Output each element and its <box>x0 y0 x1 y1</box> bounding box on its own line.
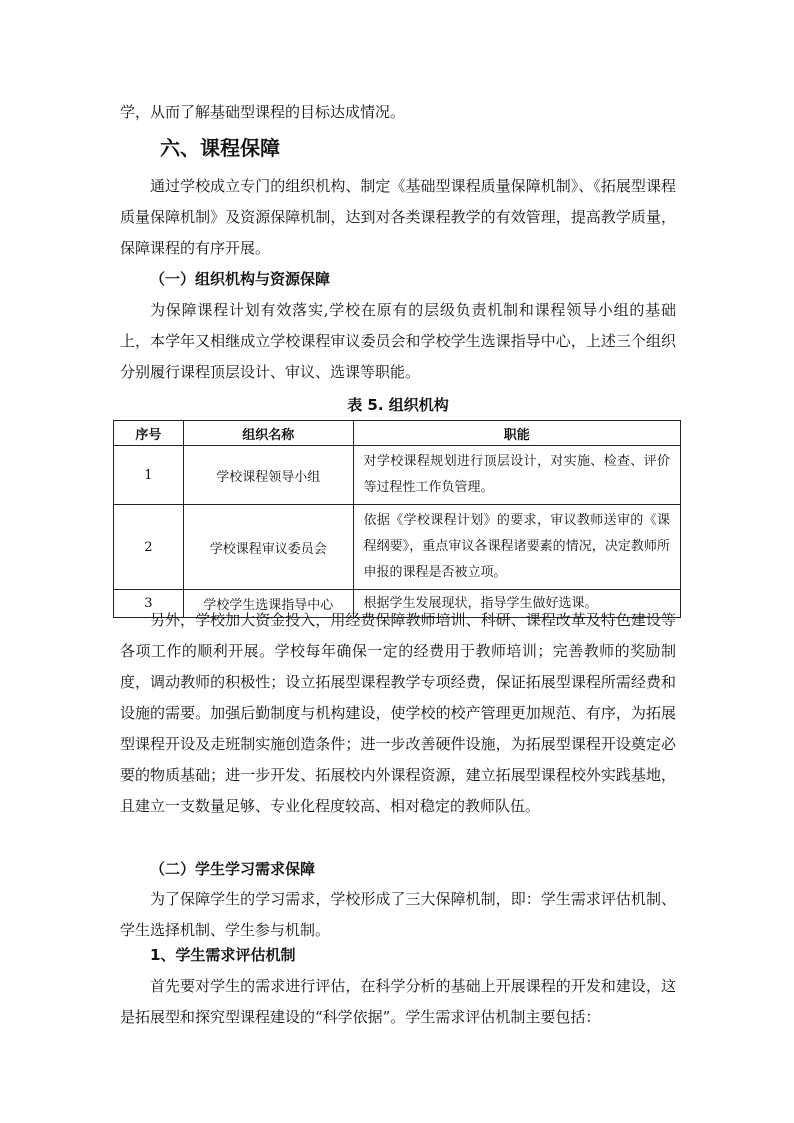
cell-name: 学校课程领导小组 <box>183 446 353 505</box>
item-heading-1: 1、学生需求评估机制 <box>150 946 296 964</box>
subsection-heading-1: （一）组织机构与资源保障 <box>150 270 331 288</box>
cell-duty: 依据《学校课程计划》的要求，审议教师送审的《课程纲要》，重点审议各课程诸要素的情况，决定教师所申报的课程是否被立项。 <box>353 505 680 590</box>
paragraph-assessment: 首先要对学生的需求进行评估，在科学分析的基础上开展课程的开发和建设，这是拓展型和探究型课程建设的“科学依据”。学生需求评估机制主要包括： <box>120 977 676 1026</box>
subsection-heading-2: （二）学生学习需求保障 <box>150 860 316 878</box>
paragraph-org: 为保障课程计划有效落实,学校在原有的层级负责机制和课程领导小组的基础上，本学年又相继成立学校课程审议委员会和学校学生选课指导中心，上述三个组织分别履行课程顶层设计、审议、选课等职能。 <box>120 301 676 381</box>
organization-table <box>113 420 681 618</box>
cell-duty: 对学校课程规划进行顶层设计，对实施、检查、评价等过程性工作负管理。 <box>353 446 680 505</box>
table-header-row <box>114 421 681 446</box>
header-duty: 职能 <box>353 421 680 446</box>
table-row <box>114 505 681 590</box>
table-caption: 表 5. 组织机构 <box>347 396 449 414</box>
section-heading: 六、课程保障 <box>160 136 280 160</box>
cell-name: 学校课程审议委员会 <box>183 505 353 590</box>
header-no: 序号 <box>114 421 184 446</box>
cell-duty: 根据学生发展现状，指导学生做好选课。 <box>353 590 680 618</box>
cell-no: 3 <box>114 590 184 618</box>
paragraph-funding: 另外，学校加大资金投入，用经费保障教师培训、科研、课程改革及特色建设等各项工作的顺利开展。学校每年确保一定的经费用于教师培训；完善教师的奖励制度，调动教师的积极性；设立拓展型课程教学专项经费，保证拓展型课程所需经费和设施的需要。加强后勤制度与机构建设，使学校的校产管理更加规范、有序，为拓展型课程开设及走班制实施创造条件；进一步改善硬件设施，为拓展型课程开设奠定必要的物质基础；进一步开发、拓展校内外课程资源，建立拓展型课程校外实践基地，且建立一支数量足够、专业化程度较高、相对稳定的教师队伍。 <box>120 611 676 815</box>
cell-no: 1 <box>114 446 184 505</box>
cell-no: 2 <box>114 505 184 590</box>
paragraph-intro: 通过学校成立专门的组织机构、制定《基础型课程质量保障机制》、《拓展型课程质量保障机制》及资源保障机制，达到对各类课程教学的有效管理，提高教学质量，保障课程的有序开展。 <box>120 177 676 257</box>
header-name: 组织名称 <box>183 421 353 446</box>
paragraph-needs: 为了保障学生的学习需求，学校形成了三大保障机制，即：学生需求评估机制、学生选择机制、学生参与机制。 <box>120 890 676 939</box>
cell-name: 学校学生选课指导中心 <box>183 590 353 618</box>
table-row <box>114 446 681 505</box>
paragraph-continuation: 学，从而了解基础型课程的目标达成情况。 <box>120 103 406 121</box>
